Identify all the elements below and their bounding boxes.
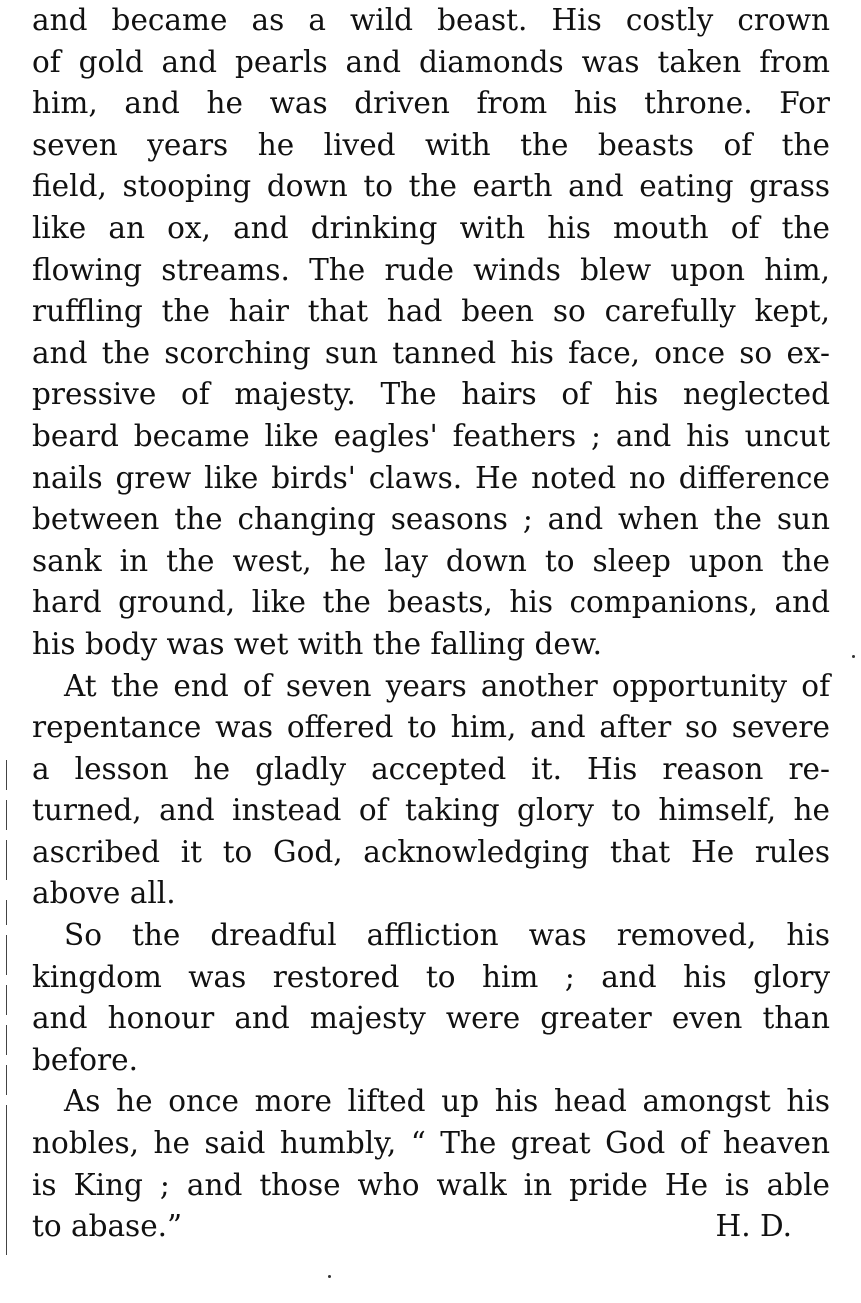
text-line: beard became like eagles' feathers ; and his uncut — [32, 418, 830, 453]
text-line: ascribed it to God, acknowledging that He rules — [32, 834, 830, 869]
text-line: ruffling the hair that had been so carefully kept, — [32, 294, 830, 329]
text-line: repentance was offered to him, and after so severe — [32, 710, 830, 745]
text-line: and became as a wild beast. His costly crown — [32, 3, 830, 37]
margin-rule — [6, 1065, 7, 1095]
text-line: above all. — [32, 876, 176, 911]
text-line: is King ; and those who walk in pride He is able — [32, 1167, 830, 1202]
text-line: and honour and majesty were greater even than — [32, 1001, 830, 1036]
text-line: kingdom was restored to him ; and his glory — [32, 959, 830, 994]
text-line: pressive of majesty. The hairs of his neglected — [32, 377, 830, 412]
text-line: like an ox, and drinking with his mouth of the — [32, 210, 830, 245]
text-line: sank in the west, he lay down to sleep upon the — [32, 543, 830, 578]
text-line: him, and he was driven from his throne. For — [32, 86, 830, 121]
text-line: of gold and pearls and diamonds was taken from — [32, 44, 830, 79]
text-line: nails grew like birds' claws. He noted no difference — [32, 460, 830, 495]
text-line: his body was wet with the falling dew. — [32, 626, 602, 661]
text-line: field, stooping down to the earth and eating grass — [32, 169, 830, 204]
body-text — [32, 0, 830, 1248]
margin-rule — [6, 800, 7, 830]
paragraph-start-line: At the end of seven years another opportunity of — [64, 668, 830, 703]
margin-rule — [6, 985, 7, 1015]
closing-line — [32, 1206, 830, 1248]
text-line: before. — [32, 1042, 138, 1077]
margin-rule — [6, 935, 7, 975]
print-speck — [328, 1275, 331, 1278]
margin-rule — [6, 1105, 7, 1255]
text-line: nobles, he said humbly, “ The great God of heaven — [32, 1126, 830, 1161]
margin-rule — [6, 900, 7, 925]
text-line: to abase.” — [32, 1209, 183, 1244]
margin-rule — [6, 1025, 7, 1055]
margin-rule — [6, 840, 7, 880]
text-line: turned, and instead of taking glory to himself, he — [32, 793, 830, 828]
text-line: a lesson he gladly accepted it. His reason re- — [32, 751, 830, 786]
paragraph-start-line: So the dreadful affliction was removed, his — [64, 918, 830, 953]
text-line: between the changing seasons ; and when the sun — [32, 502, 830, 537]
margin-rule — [6, 760, 7, 790]
print-speck — [852, 655, 855, 658]
author-signature: H. D. — [715, 1209, 792, 1244]
text-line: flowing streams. The rude winds blew upon him, — [32, 252, 830, 287]
text-line: seven years he lived with the beasts of the — [32, 127, 830, 162]
text-line: and the scorching sun tanned his face, once so ex- — [32, 335, 830, 370]
text-line: hard ground, like the beasts, his companions, and — [32, 585, 830, 620]
paragraph-start-line: As he once more lifted up his head amongst his — [64, 1084, 830, 1119]
